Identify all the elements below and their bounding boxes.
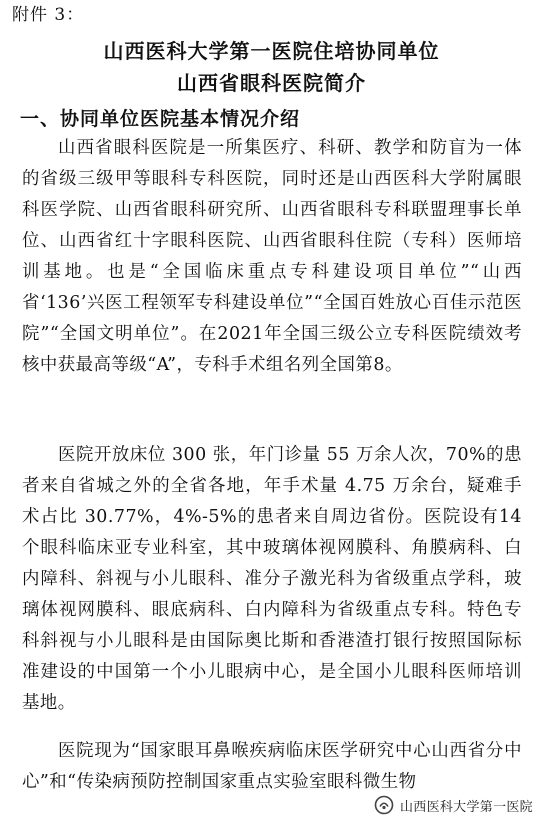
wechat-channel-icon — [374, 795, 394, 815]
watermark-text: 山西医科大学第一医院 — [399, 799, 533, 815]
paragraph-facilities: 医院开放床位 300 张，年门诊量 55 万余人次，70%的患者来自省城之外的全省各地，年手术量 4.75 万余台，疑难手术占比 30.77%，4%-5%的患者来自周边省份。医院设有14个眼科临床亚专业科室，其中玻璃体视网膜科、角膜病科、白内障科、斜视与小儿眼科、准分子激光科为省级重点学科，玻璃体视网膜科、眼底病科、白内障科为省级重点专科。特色专科斜视与小儿眼科是由国际奥比斯和香港渣打银行按照国际标准建设的中国第一个小儿眼病中心，是全国小儿眼科医师培训基地。 — [22, 445, 522, 713]
section-heading: 一、协同单位医院基本情况介绍 — [20, 108, 301, 130]
paragraph-intro: 山西省眼科医院是一所集医疗、科研、教学和防盲为一体的省级三级甲等眼科专科医院，同时还是山西医科大学附属眼科医学院、山西省眼科研究所、山西省眼科专科联盟理事长单位、山西省红十字眼科医院、山西省眼科住院（专科）医师培训基地。也是“全国临床重点专科建设项目单位”“山西省‘136’兴医工程领军专科建设单位”“全国百姓放心百佳示范医院”“全国文明单位”。在2021年全国三级公立专科医院绩效考核中获最高等级“A”，专科手术组名列全国第8。 — [22, 138, 522, 375]
attachment-label: 附件 3： — [12, 5, 85, 25]
document-title-line-2: 山西省眼科医院简介 — [177, 71, 366, 95]
paragraph-research-centers: 医院现为“国家眼耳鼻喉疾病临床医学研究中心山西省分中心”和“传染病预防控制国家重点实验室眼科微生物 — [22, 741, 522, 792]
account-watermark — [372, 794, 535, 816]
document-title-line-1: 山西医科大学第一医院住培协同单位 — [103, 39, 440, 63]
